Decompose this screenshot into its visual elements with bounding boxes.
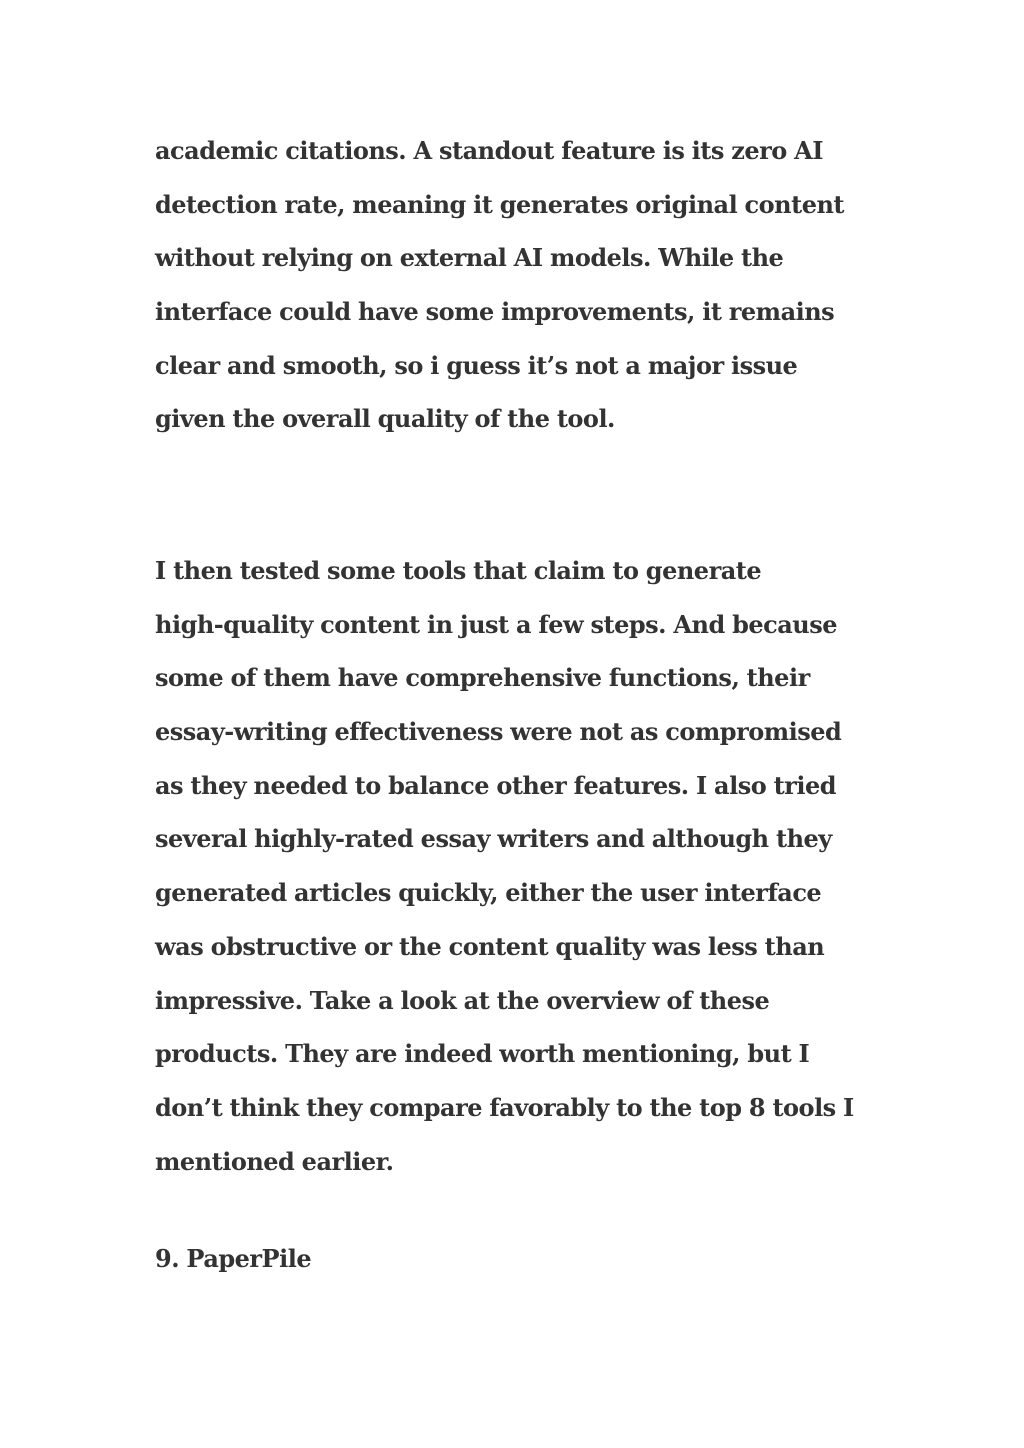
paragraph-line: several highly-rated essay writers and although they — [155, 824, 832, 854]
paragraph-line: detection rate, meaning it generates original content — [155, 189, 845, 219]
paragraph-line: impressive. Take a look at the overview of these — [155, 985, 770, 1015]
paragraph-line: some of them have comprehensive functions, their — [155, 663, 810, 693]
paragraph-line: mentioned earlier. — [155, 1146, 394, 1176]
paragraph-line: products. They are indeed worth mentioning, but I — [155, 1039, 810, 1069]
paragraph-ai-detection — [155, 124, 895, 446]
paragraph-line: clear and smooth, so i guess it’s not a major issue — [155, 350, 798, 380]
paragraph-line: generated articles quickly, either the user interface — [155, 878, 822, 908]
paragraph-tools-overview — [155, 544, 854, 1188]
paragraph-line: high-quality content in just a few steps. And because — [155, 609, 838, 639]
paragraph-line: interface could have some improvements, it remains — [155, 297, 835, 327]
document-body — [155, 124, 895, 1273]
section-heading: 9. PaperPile — [155, 1244, 312, 1273]
paragraph-line: as they needed to balance other features. I also tried — [155, 770, 836, 800]
paragraph-line: was obstructive or the content quality was less than — [155, 931, 825, 961]
paragraph-line: essay-writing effectiveness were not as compromised — [155, 717, 842, 747]
paragraph-line: given the overall quality of the tool. — [155, 404, 615, 434]
paragraph-line: without relying on external AI models. While the — [155, 243, 784, 273]
paragraph-line: don’t think they compare favorably to the top 8 tools I — [155, 1092, 854, 1122]
paragraph-line: academic citations. A standout feature is its zero AI — [155, 136, 824, 165]
paragraph-line: I then tested some tools that claim to generate — [155, 556, 762, 585]
